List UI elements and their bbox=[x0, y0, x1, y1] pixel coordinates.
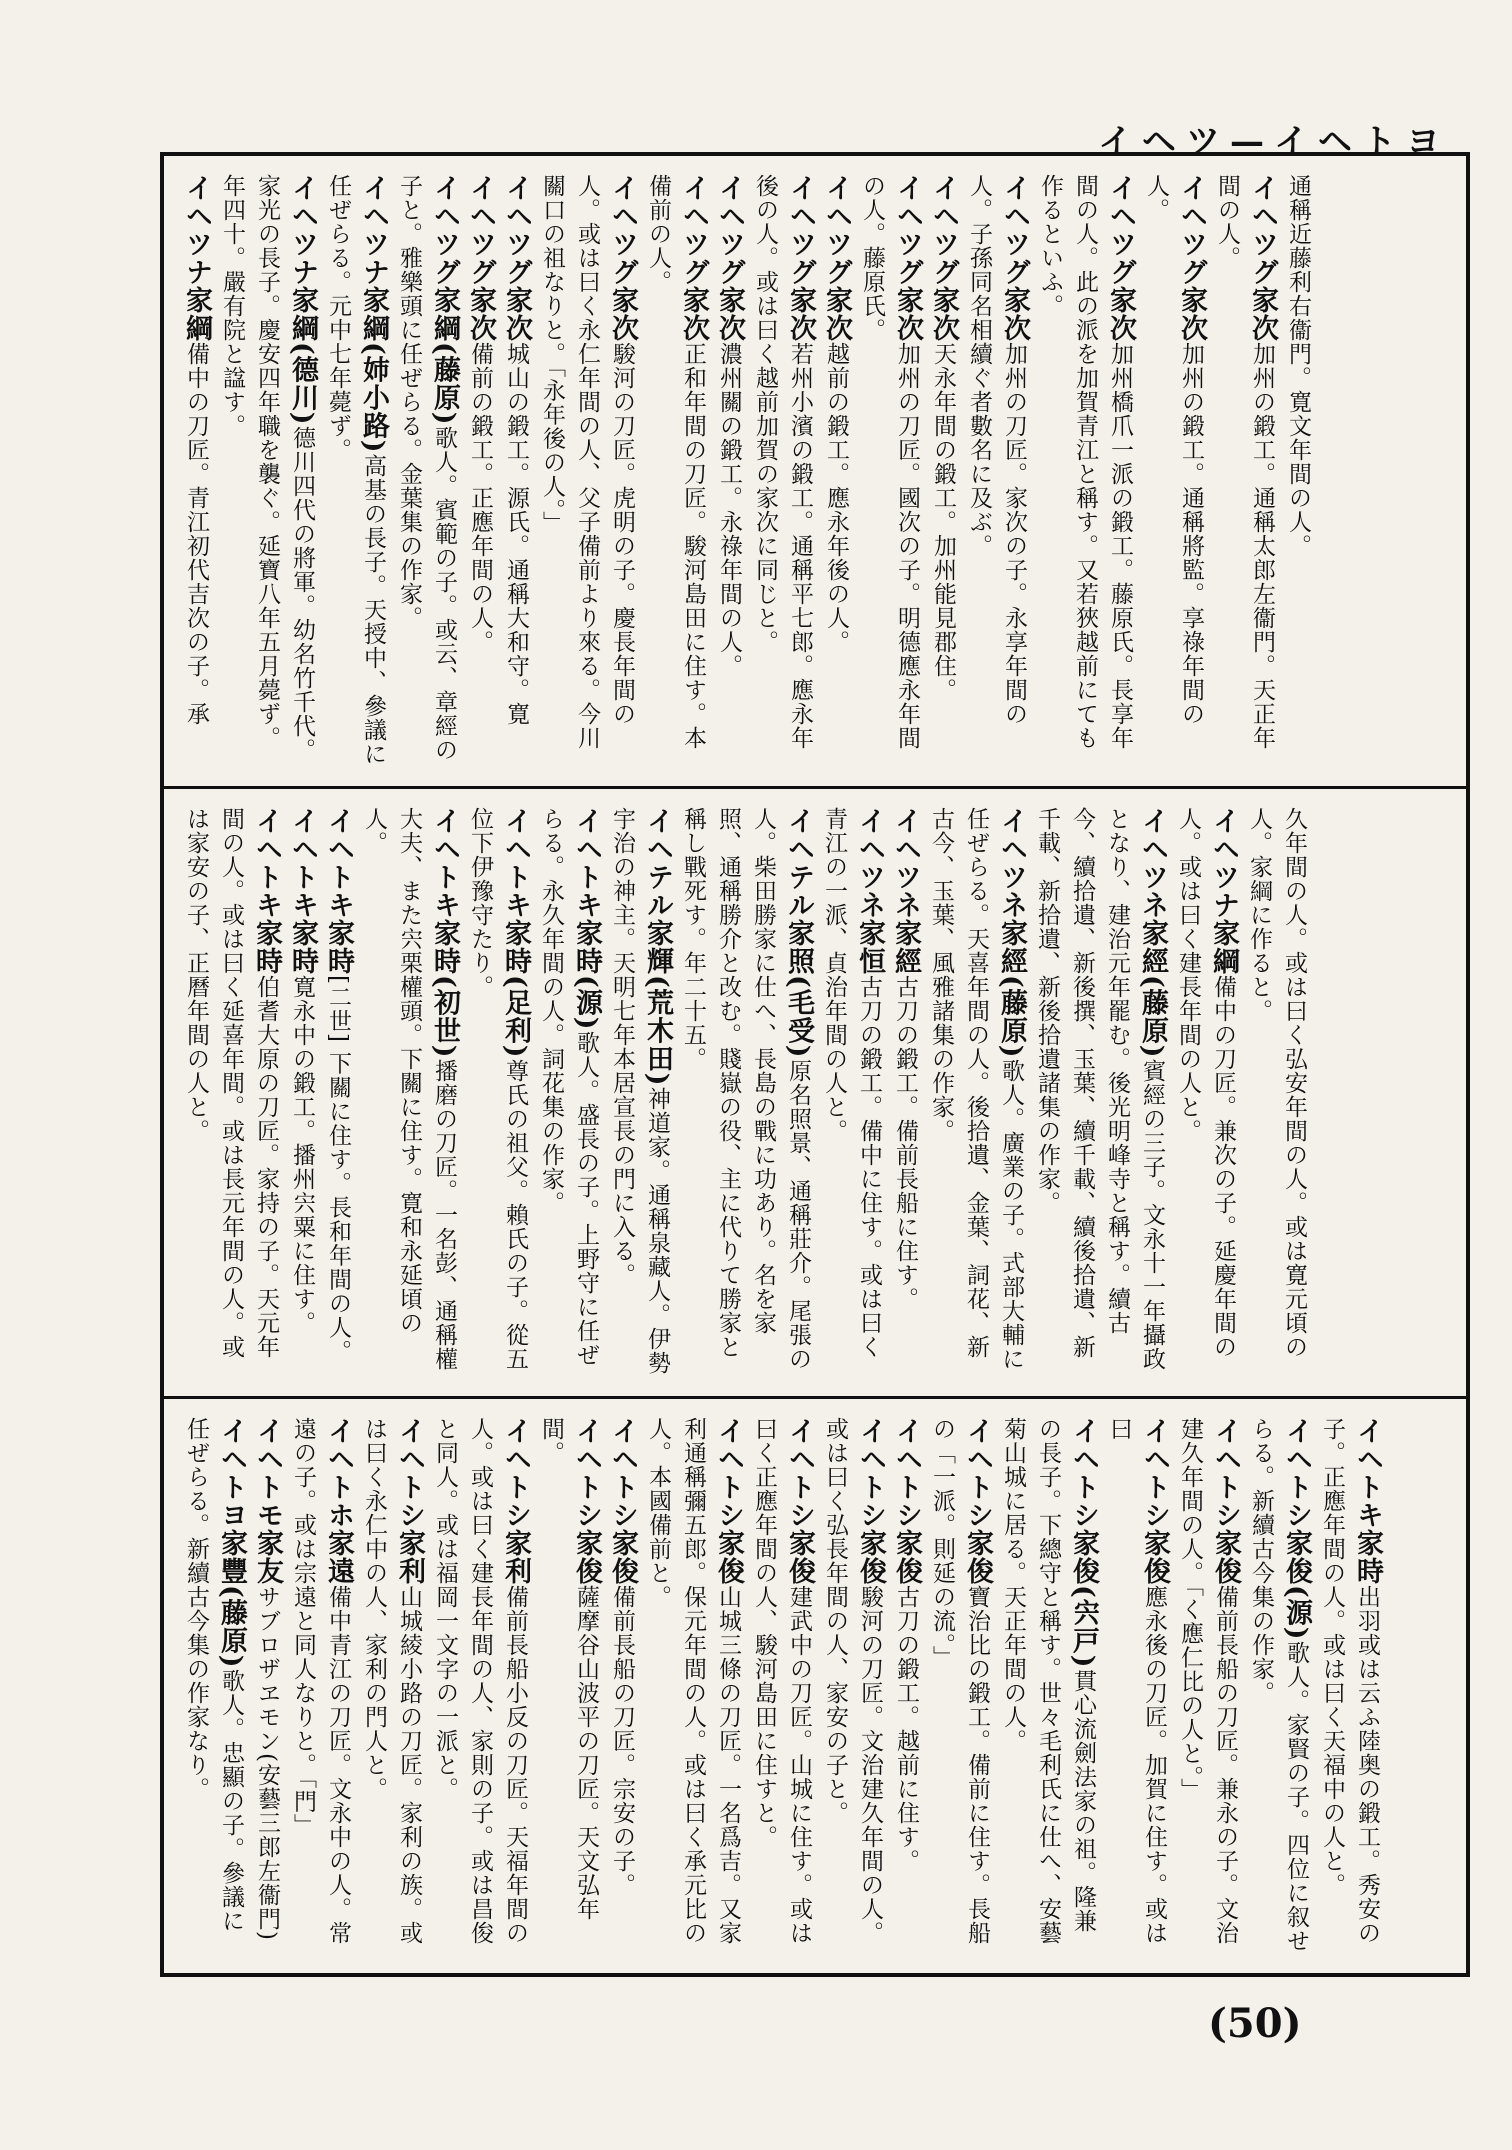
entry-body: 備中の刀匠。兼次の子。延慶年間の人。或は曰く建長年間の人と。 bbox=[1175, 807, 1236, 1359]
entry-headword: イヘトホ bbox=[323, 1417, 354, 1529]
entry-body: 備前長船の刀匠。兼永の子。文治建久年間の人。「く應仁比の人と。」 bbox=[1177, 1417, 1238, 1945]
dictionary-entry bbox=[427, 1417, 533, 1955]
tier-middle-text bbox=[164, 789, 1325, 1396]
entry-headword: イヘテル bbox=[783, 807, 814, 919]
entry-headword: イヘツグ bbox=[607, 174, 638, 286]
entry-body: 賓經の三子。文永十一年攝政となり、建治元年罷む。後光明峰寺と稱す。續古今、續拾遺、新後撰、玉葉、續千載、續後拾遺、新千載、新拾遺、新後拾遺諸集の作家。 bbox=[1034, 807, 1165, 1371]
dictionary-entry bbox=[214, 174, 320, 768]
dictionary-entry bbox=[533, 1417, 604, 1955]
dictionary-entry bbox=[533, 807, 604, 1378]
entry-body: 歌人。家賢の子。四位に叙せらる。新續古今集の作家。 bbox=[1248, 1417, 1309, 1953]
entry-headword: イヘツナ bbox=[1208, 807, 1239, 919]
entry-name: 家時 bbox=[251, 919, 282, 975]
entry-body: 古刀の鍛工。備前長船に住す。 bbox=[892, 975, 918, 1311]
entry-body: 山城三條の刀匠。一名爲吉。又家利通稱彌五郎。保元年間の人。或は曰く承元比の人。本國備前と。 bbox=[645, 1417, 741, 1945]
entry-name: 家俊 bbox=[713, 1529, 744, 1585]
entry-name: 家綱(姉小路) bbox=[358, 286, 389, 454]
dictionary-entry bbox=[746, 1417, 817, 1955]
entry-headword: イヘツグ bbox=[892, 174, 923, 286]
entry-name: 家經 bbox=[890, 919, 921, 975]
dictionary-entry bbox=[887, 807, 923, 1378]
entry-headword: イヘツグ bbox=[821, 174, 852, 286]
entry-name: 家綱 bbox=[181, 286, 212, 342]
page-frame bbox=[160, 152, 1470, 1977]
entry-name: 家時(源) bbox=[571, 919, 602, 1031]
tier-top bbox=[164, 156, 1466, 789]
entry-headword: イヘツナ bbox=[287, 174, 318, 286]
entry-name: 家恒 bbox=[854, 919, 885, 975]
dictionary-entry bbox=[604, 807, 675, 1378]
entry-name: 家經(藤原) bbox=[996, 919, 1027, 1059]
entry-headword: イヘトキ bbox=[429, 807, 460, 919]
dictionary-entry bbox=[640, 174, 711, 768]
entry-name: 家俊 bbox=[1139, 1529, 1170, 1585]
entry-body: 備前長船の刀匠。宗安の子。 bbox=[609, 1585, 635, 1897]
entry-body: 加州の刀匠。家次の子。永享年間の人。子孫同名相續ぐ者數名に及ぶ。 bbox=[966, 174, 1027, 726]
entry-headword: イヘツグ bbox=[785, 174, 816, 286]
dictionary-entry bbox=[888, 1417, 924, 1955]
entry-name: 家俊 bbox=[962, 1529, 993, 1585]
dictionary-entry bbox=[462, 174, 498, 768]
entry-headword: イヘツグ bbox=[999, 174, 1030, 286]
entry-headword: イヘトシ bbox=[784, 1417, 815, 1529]
entry-headword: イヘツグ bbox=[1247, 174, 1278, 286]
entry-headword: イヘツネ bbox=[1137, 807, 1168, 919]
entry-headword: イヘトシ bbox=[607, 1417, 638, 1529]
tier-bottom-text bbox=[164, 1399, 1399, 1973]
dictionary-entry bbox=[604, 1417, 640, 1955]
entry-body: 加州橋爪一派の鍛工。藤原氏。長享年間の人。此の派を加賀青江と稱す。又若狹越前にても作るといふ。 bbox=[1037, 174, 1133, 750]
entry-name: 家俊 bbox=[607, 1529, 638, 1585]
entry-headword: イヘツグ bbox=[1105, 174, 1136, 286]
entry-headword: イヘトキ bbox=[1352, 1417, 1383, 1529]
dictionary-entry bbox=[1314, 1417, 1385, 1955]
entry-headword: イヘトシ bbox=[500, 1417, 531, 1529]
dictionary-entry bbox=[924, 1417, 995, 1955]
entry-body: 原名照景、通稱莊介。尾張の人。柴田勝家に仕へ、長島の戰に功あり。名を家照、通稱勝介と改む。賤嶽の役、主に代りて勝家と稱し戰死す。年二十五。 bbox=[680, 807, 811, 1371]
entry-body: 通稱近藤利右衞門。寛文年間の人。 bbox=[1285, 174, 1311, 558]
entry-body: 德川四代の將軍。幼名竹千代。家光の長子。慶安四年職を襲ぐ。延寶八年五月薨ず。年四十。嚴有院と諡す。 bbox=[219, 174, 315, 762]
tier-middle bbox=[164, 789, 1466, 1399]
tier-bottom bbox=[164, 1399, 1466, 1973]
dictionary-entry bbox=[1243, 1417, 1314, 1955]
entry-headword: イヘトシ bbox=[571, 1417, 602, 1529]
entry-body: 寛永中の鍛工。播州宍粟に住す。 bbox=[289, 975, 315, 1335]
entry-name: 家利 bbox=[394, 1529, 425, 1585]
entry-body: 播磨の刀匠。一名彭、通稱權大夫、また宍栗權頭。下關に住す。寛和永延頃の人。 bbox=[361, 807, 457, 1371]
dictionary-entry bbox=[1032, 174, 1138, 768]
entry-headword: イヘツナ bbox=[358, 174, 389, 286]
entry-name: 家次 bbox=[678, 286, 709, 342]
entry-body: 山城綾小路の刀匠。家利の族。或は曰く永仁中の人、家利の門人と。 bbox=[361, 1417, 422, 1945]
entry-headword: イヘテル bbox=[642, 807, 673, 919]
dictionary-entry bbox=[1280, 174, 1315, 768]
dictionary-entry bbox=[816, 807, 887, 1378]
entry-body: 高基の長子。天授中、參議に任ぜらる。元中七年薨ず。 bbox=[325, 174, 386, 766]
entry-name: 家俊(源) bbox=[1281, 1529, 1312, 1641]
dictionary-entry bbox=[285, 1417, 356, 1955]
entry-name: 家次 bbox=[714, 286, 745, 342]
entry-body: 正和年間の刀匠。駿河島田に住す。本備前の人。 bbox=[645, 174, 706, 750]
dictionary-entry bbox=[1138, 174, 1209, 768]
entry-body: 歌人。廣業の子。式部大輔に任ぜらる。天喜年間の人。後拾遺、金葉、詞花、新古今、玉葉、風雅諸集の作家。 bbox=[928, 807, 1024, 1371]
entry-headword: イヘツネ bbox=[996, 807, 1027, 919]
entry-name: 家照(毛受) bbox=[783, 919, 814, 1059]
entry-body: 加州の鍛工。通稱太郎左衞門。天正年間の人。 bbox=[1214, 174, 1275, 750]
entry-name: 家俊 bbox=[571, 1529, 602, 1585]
entry-body: 歌人。忠顯の子。參議に任ぜらる。新續古今集の作家なり。 bbox=[183, 1417, 244, 1933]
entry-body: 備中の刀匠。青江初代吉次の子。承 bbox=[183, 342, 209, 726]
dictionary-entry bbox=[995, 1417, 1101, 1955]
entry-name: 家次 bbox=[892, 286, 923, 342]
dictionary-entry bbox=[1029, 807, 1170, 1378]
entry-name: 家時(初世) bbox=[429, 919, 460, 1059]
entry-name: 家利 bbox=[500, 1529, 531, 1585]
entry-name: 家次 bbox=[501, 286, 532, 342]
entry-name: 家次 bbox=[785, 286, 816, 342]
entry-body: 尊氏の祖父。賴氏の子。從五位下伊豫守たり。 bbox=[467, 807, 528, 1371]
entry-body: 貫心流劍法家の祖。隆兼の長子。下總守と稱す。世々毛利氏に仕へ、安藝菊山城に居る。天正年間の人。 bbox=[1000, 1417, 1096, 1945]
entry-body: 伯耆大原の刀匠。家持の子。天元年間の人。或は曰く延喜年間。或は長元年間の人。或は家安の子、正曆年間の人と。 bbox=[183, 807, 279, 1359]
entry-body: サブロザヱモン(安藝三郎左衞門) bbox=[254, 1585, 280, 1941]
entry-body: 神道家。通稱泉藏人。伊勢宇治の神主。天明七年本居宣長の門に入る。 bbox=[609, 807, 670, 1375]
entry-body: [二世] 下關に住す。長和年間の人。 bbox=[325, 975, 351, 1364]
entry-headword: イヘトキ bbox=[500, 807, 531, 919]
dictionary-entry bbox=[923, 807, 1029, 1378]
page-header bbox=[150, 14, 1450, 162]
dictionary-entry bbox=[356, 807, 462, 1378]
entry-headword: イヘツグ bbox=[465, 174, 496, 286]
entry-headword: イヘトヨ bbox=[216, 1417, 247, 1529]
entry-headword: イヘトシ bbox=[962, 1417, 993, 1529]
entry-headword: イヘトシ bbox=[713, 1417, 744, 1529]
entry-headword: イヘトシ bbox=[1210, 1417, 1241, 1529]
entry-body: 濃州關の鍛工。永祿年間の人。 bbox=[716, 342, 742, 678]
entry-body: 薩摩谷山波平の刀匠。天文弘年間。 bbox=[538, 1417, 599, 1921]
dictionary-entry bbox=[391, 174, 462, 768]
dictionary-entry bbox=[178, 807, 284, 1378]
dictionary-entry bbox=[320, 174, 391, 768]
entry-headword: イヘトキ bbox=[251, 807, 282, 919]
entry-name: 家次 bbox=[465, 286, 496, 342]
dictionary-entry bbox=[818, 174, 854, 768]
entry-body: 城山の鍛工。源氏。通稱大和守。寛 bbox=[503, 342, 529, 726]
entry-body: 古刀の鍛工。越前に住す。 bbox=[893, 1585, 919, 1873]
dictionary-entry bbox=[534, 174, 640, 768]
entry-name: 家綱(德川) bbox=[287, 286, 318, 426]
entry-body: 久年間の人。或は曰く弘安年間の人。或は寛元頃の人。家綱に作ると。 bbox=[1246, 807, 1307, 1359]
entry-name: 家俊 bbox=[855, 1529, 886, 1585]
entry-headword: イヘトシ bbox=[394, 1417, 425, 1529]
entry-body: 建武中の刀匠。山城に住す。或は曰く正應年間の人、駿河島田に住すと。 bbox=[751, 1417, 812, 1945]
entry-body: 備中青江の刀匠。文永中の人。常遠の子。或は宗遠と同人なりと。「門」 bbox=[290, 1417, 351, 1945]
dictionary-entry bbox=[249, 1417, 285, 1955]
entry-name: 家次 bbox=[821, 286, 852, 342]
entry-body: 越前の鍛工。應永年後の人。 bbox=[823, 342, 849, 654]
entry-name: 家時 bbox=[287, 919, 318, 975]
entry-body: 歌人。盛長の子。上野守に任ぜらる。永久年間の人。詞花集の作家。 bbox=[538, 807, 599, 1367]
entry-name: 家次 bbox=[928, 286, 959, 342]
entry-headword: イヘツグ bbox=[429, 174, 460, 286]
entry-name: 家遠 bbox=[323, 1529, 354, 1585]
entry-name: 家時(足利) bbox=[500, 919, 531, 1059]
dictionary-entry bbox=[854, 174, 925, 768]
entry-name: 家時 bbox=[323, 919, 354, 975]
dictionary-entry bbox=[356, 1417, 427, 1955]
entry-name: 家綱(藤原) bbox=[429, 286, 460, 426]
dictionary-entry bbox=[961, 174, 1032, 768]
entry-body: 備前の鍛工。正應年間の人。 bbox=[467, 342, 493, 654]
entry-name: 家次 bbox=[1176, 286, 1207, 342]
dictionary-entry bbox=[1241, 807, 1311, 1378]
dictionary-entry bbox=[178, 174, 214, 768]
entry-headword: イヘツナ bbox=[181, 174, 212, 286]
entry-headword: イヘトシ bbox=[1281, 1417, 1312, 1529]
entry-body: 駿河の刀匠。虎明の子。慶長年間の人。或は曰く永仁年間の人、父子備前より來る。今川關口の祖なりと。「永年後の人。」 bbox=[539, 174, 635, 750]
entry-headword: イヘツグ bbox=[678, 174, 709, 286]
entry-name: 家時 bbox=[1352, 1529, 1383, 1585]
dictionary-entry bbox=[1170, 807, 1241, 1378]
entry-name: 家綱 bbox=[1208, 919, 1239, 975]
entry-name: 家俊 bbox=[784, 1529, 815, 1585]
running-head: イヘツ—イヘトヨ bbox=[1098, 122, 1450, 162]
dictionary-entry bbox=[284, 807, 320, 1378]
entry-name: 家次 bbox=[999, 286, 1030, 342]
dictionary-entry bbox=[640, 1417, 746, 1955]
entry-headword: イヘトシ bbox=[1068, 1417, 1099, 1529]
entry-body: 天永年間の鍛工。加州能見郡住。 bbox=[930, 342, 956, 702]
dictionary-entry bbox=[462, 807, 533, 1378]
entry-name: 家輝(荒木田) bbox=[642, 919, 673, 1087]
entry-headword: イヘトキ bbox=[323, 807, 354, 919]
entry-body: 加州の鍛工。通稱將監。享祿年間の人。 bbox=[1143, 174, 1204, 726]
dictionary-entry bbox=[711, 174, 747, 768]
entry-body: 備前長船小反の刀匠。天福年間の人。或は曰く建長年間の人、家則の子。或は昌俊と同人。或は福岡一文字の一派と。 bbox=[432, 1417, 528, 1945]
entry-headword: イヘツグ bbox=[714, 174, 745, 286]
entry-headword: イヘツネ bbox=[854, 807, 885, 919]
entry-headword: イヘトモ bbox=[252, 1417, 283, 1529]
dictionary-entry bbox=[320, 807, 356, 1378]
dictionary-entry bbox=[925, 174, 961, 768]
entry-headword: イヘツネ bbox=[890, 807, 921, 919]
entry-body: 古刀の鍛工。備中に住す。或は曰く青江の一派、貞治年間の人と。 bbox=[821, 807, 882, 1359]
dictionary-entry bbox=[675, 807, 816, 1378]
entry-body: 加州の刀匠。國次の子。明德應永年間の人。藤原氏。 bbox=[859, 174, 920, 750]
entry-body: 歌人。賓範の子。或云、章經の子と。雅樂頭に任ぜらる。金葉集の作家。 bbox=[396, 174, 457, 762]
entry-name: 家俊(宍戸) bbox=[1068, 1529, 1099, 1669]
tier-top-text bbox=[164, 156, 1329, 786]
entry-headword: イヘトシ bbox=[855, 1417, 886, 1529]
entry-name: 家次 bbox=[607, 286, 638, 342]
entry-body: 駿河の刀匠。文治建久年間の人。或は曰く弘長年間の人、家安の子と。 bbox=[822, 1417, 883, 1945]
entry-name: 家經(藤原) bbox=[1137, 919, 1168, 1059]
entry-name: 家次 bbox=[1247, 286, 1278, 342]
entry-name: 家次 bbox=[1105, 286, 1136, 342]
entry-name: 家俊 bbox=[1210, 1529, 1241, 1585]
dictionary-entry bbox=[178, 1417, 249, 1955]
entry-name: 家豐(藤原) bbox=[216, 1529, 247, 1669]
dictionary-entry bbox=[1172, 1417, 1243, 1955]
entry-headword: イヘトシ bbox=[1139, 1417, 1170, 1529]
entry-body: 應永後の刀匠。加賀に住す。或は曰 bbox=[1106, 1417, 1167, 1945]
entry-body: 若州小濱の鍛工。通稱平七郎。應永年後の人。或は曰く越前加賀の家次に同じと。 bbox=[752, 174, 813, 750]
entry-headword: イヘツグ bbox=[501, 174, 532, 286]
dictionary-entry bbox=[498, 174, 534, 768]
dictionary-entry bbox=[1101, 1417, 1172, 1955]
entry-headword: イヘツグ bbox=[1176, 174, 1207, 286]
entry-headword: イヘツグ bbox=[928, 174, 959, 286]
dictionary-entry bbox=[747, 174, 818, 768]
entry-body: 出羽或は云ふ陸奥の鍛工。秀安の子。正應年間の人。或は曰く天福中の人と。 bbox=[1319, 1417, 1380, 1945]
dictionary-entry bbox=[817, 1417, 888, 1955]
entry-name: 家俊 bbox=[891, 1529, 922, 1585]
entry-headword: イヘトシ bbox=[891, 1417, 922, 1529]
entry-headword: イヘトキ bbox=[287, 807, 318, 919]
dictionary-entry bbox=[1209, 174, 1280, 768]
entry-headword: イヘトキ bbox=[571, 807, 602, 919]
page-number: (50) bbox=[1208, 2000, 1302, 2047]
entry-name: 家友 bbox=[252, 1529, 283, 1585]
entry-body: 寶治比の鍛工。備前に住す。長船の「一派。則延の流。」 bbox=[929, 1417, 990, 1945]
